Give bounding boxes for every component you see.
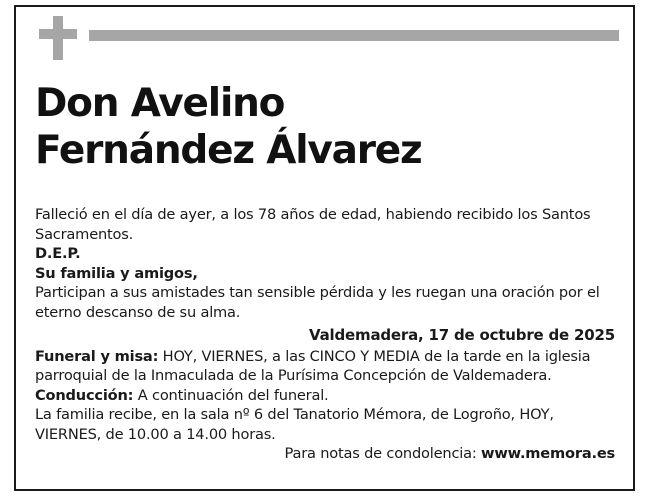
notice-body <box>35 205 615 464</box>
conduction-info <box>35 386 615 406</box>
reception-info: La familia recibe, en la sala nº 6 del Tanatorio Mémora, de Logroño, HOY, VIERNES, de 10.00 a 14.00 horas. <box>35 406 554 443</box>
obituary-card <box>14 5 635 491</box>
funeral-info <box>35 347 615 386</box>
death-statement: Falleció en el día de ayer, a los 78 años de edad, habiendo recibido los Santos Sacramentos. <box>35 206 591 243</box>
header-rule <box>89 30 619 41</box>
funeral-details: HOY, VIERNES, a las CINCO Y MEDIA de la tarde en la iglesia parroquial de la Inmaculada de la Purísima Concepción de Valdemadera. <box>35 347 591 384</box>
place-date: Valdemadera, 17 de octubre de 2025 <box>309 326 615 344</box>
deceased-name <box>35 80 422 174</box>
condolence-line <box>35 444 615 464</box>
name-line-2: Fernández Álvarez <box>35 128 422 173</box>
cross-horizontal-bar <box>39 29 77 39</box>
name-line-1: Don Avelino <box>35 81 285 126</box>
condolence-prefix: Para notas de condolencia: <box>284 445 482 462</box>
rip-label: D.E.P. <box>35 245 81 262</box>
family-message: Participan a sus amistades tan sensible pérdida y les ruegan una oración por el eterno descanso de su alma. <box>35 284 600 321</box>
condolence-website: www.memora.es <box>481 445 615 462</box>
family-heading: Su familia y amigos, <box>35 264 198 282</box>
conduction-label: Conducción: <box>35 386 134 404</box>
conduction-details: A continuación del funeral. <box>133 386 329 404</box>
funeral-label: Funeral y misa: <box>35 347 159 365</box>
